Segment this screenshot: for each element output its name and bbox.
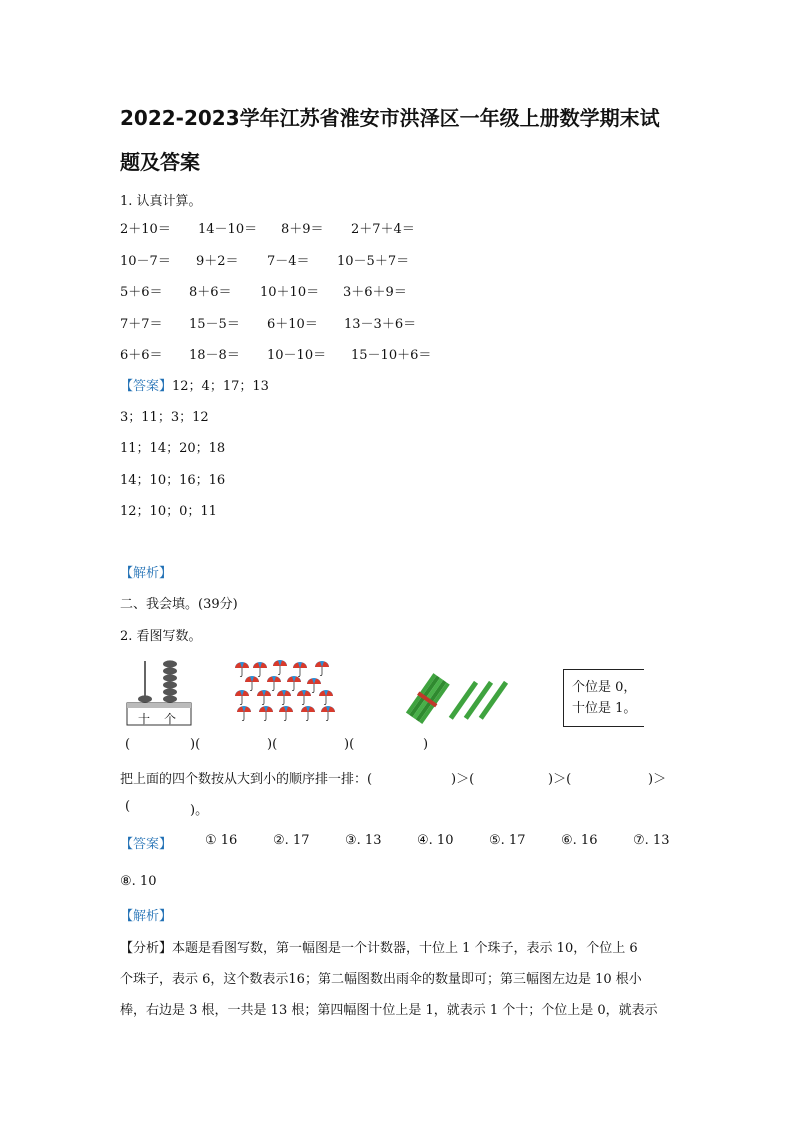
q1-cell: 10＋10＝ <box>260 285 320 300</box>
order-gt: )＞ <box>648 772 667 787</box>
q1-cell: 7－4＝ <box>267 254 310 269</box>
q1-analysis-tag: 【解析】 <box>120 566 173 581</box>
q2-answer-tag: 【答案】 <box>120 837 173 852</box>
q1-cell: 10－7＝ <box>120 254 171 269</box>
q1-cell: 10－5＋7＝ <box>337 254 410 269</box>
q2-order-row <box>0 768 793 788</box>
q2-analysis-tag: 【解析】 <box>120 909 173 924</box>
section2-heading: 二、我会填。(39分) <box>120 597 238 612</box>
page-title-line2: 题及答案 <box>120 150 200 174</box>
blank-paren: )( <box>190 737 201 752</box>
blank-paren: )( <box>344 737 355 752</box>
q2-heading: 2. 看图写数。 <box>120 629 202 644</box>
abacus-label-ones: 个 <box>164 712 177 726</box>
q1-cell: 18－8＝ <box>189 348 240 363</box>
q1-answer-tag: 【答案】 <box>120 379 173 394</box>
q1-cell: 9＋2＝ <box>196 254 239 269</box>
order-close: )。 <box>190 803 209 818</box>
place-value-tens: 十位是 1。 <box>572 701 637 716</box>
q1-cell: 15－10＋6＝ <box>351 348 432 363</box>
q1-answer-line: 12；10；0；11 <box>120 504 217 519</box>
q1-cell: 6＋10＝ <box>267 317 318 332</box>
q1-heading: 1. 认真计算。 <box>120 194 202 209</box>
q1-answer-line: 12；4；17；13 <box>172 379 269 394</box>
q2-fenxi-tag: 【分析】 <box>120 941 173 956</box>
q2-fenxi-line: 本题是看图写数，第一幅图是一个计数器，十位上 1 个珠子，表示 10，个位上 6 <box>172 941 638 956</box>
q2-answer: ① 16 <box>205 833 238 848</box>
q1-cell: 3＋6＋9＝ <box>343 285 407 300</box>
q1-cell: 8＋6＝ <box>189 285 232 300</box>
q1-cell: 7＋7＝ <box>120 317 163 332</box>
order-open: ( <box>125 799 131 814</box>
sticks-figure <box>405 672 510 724</box>
umbrellas-figure <box>230 660 340 725</box>
q1-row <box>0 218 793 238</box>
q2-answer: ②. 17 <box>273 833 310 848</box>
q1-cell: 15－5＝ <box>189 317 240 332</box>
order-gt: )＞( <box>451 772 475 787</box>
blank-paren: )( <box>267 737 278 752</box>
q2-blanks-row <box>0 737 793 757</box>
q1-cell: 10－10＝ <box>267 348 327 363</box>
q2-fenxi-line: 棒，右边是 3 根，一共是 13 根；第四幅图十位上是 1，就表示 1 个十；个位上是 0，就表示 <box>120 1003 658 1018</box>
abacus-label-tens: 十 <box>138 712 151 726</box>
q1-cell: 13－3＋6＝ <box>344 317 417 332</box>
q2-answer: ③. 13 <box>345 833 382 848</box>
order-gt: )＞( <box>548 772 572 787</box>
q2-order-row2 <box>0 799 793 819</box>
q1-cell: 6＋6＝ <box>120 348 163 363</box>
abacus-figure <box>125 658 195 728</box>
q2-answer: ⑤. 17 <box>489 833 526 848</box>
q1-cell: 14－10＝ <box>198 222 258 237</box>
q1-cell: 8＋9＝ <box>281 222 324 237</box>
q1-answer-line: 3；11；3；12 <box>120 410 209 425</box>
q1-cell: 2＋10＝ <box>120 222 171 237</box>
q2-answer: ⑥. 16 <box>561 833 598 848</box>
q1-cell: 5＋6＝ <box>120 285 163 300</box>
q1-cell: 2＋7＋4＝ <box>351 222 415 237</box>
q1-row <box>0 281 793 301</box>
blank-paren: ( <box>125 737 131 752</box>
q2-answer-last: ⑧. 10 <box>120 874 157 889</box>
blank-paren: ) <box>423 737 429 752</box>
order-text: 把上面的四个数按从大到小的顺序排一排：( <box>120 772 373 787</box>
q1-answer-line: 14；10；16；16 <box>120 473 226 488</box>
page-title-line1: 2022-2023学年江苏省淮安市洪泽区一年级上册数学期末试 <box>120 106 660 130</box>
q1-row <box>0 344 793 364</box>
place-value-ones: 个位是 0， <box>572 680 637 695</box>
q1-row <box>0 313 793 333</box>
q2-answer: ⑦. 13 <box>633 833 670 848</box>
q2-fenxi-line: 个珠子，表示 6，这个数表示16；第二幅图数出雨伞的数量即可；第三幅图左边是 10 根小 <box>120 972 642 987</box>
q2-answer-row <box>0 833 793 853</box>
q1-row <box>0 250 793 270</box>
q1-answer-line: 11；14；20；18 <box>120 441 226 456</box>
q2-answer: ④. 10 <box>417 833 454 848</box>
